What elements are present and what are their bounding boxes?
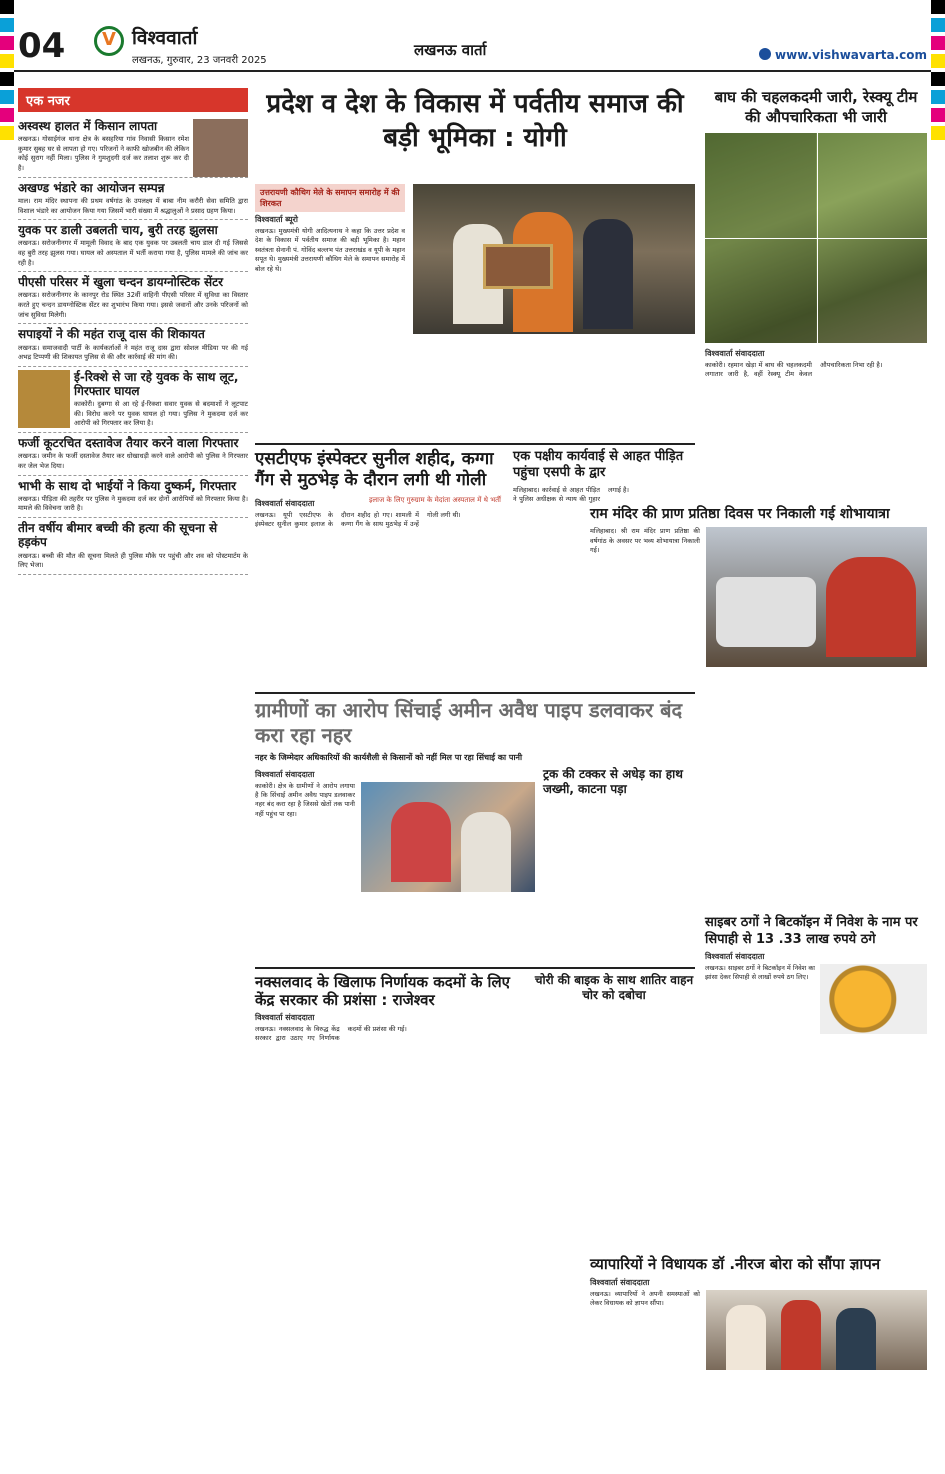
globe-icon xyxy=(759,48,771,60)
lead-body: लखनऊ। मुख्यमंत्री योगी आदित्यनाथ ने कहा कि उत्तर प्रदेश व देश के विकास में पर्वतीय समाज की बड़ी भूमिका है। महान स्वतंत्रता सेनानी पं. गोविंद बल्लभ पंत उत्तराखंड व यूपी के महान सपूत थे। मुख्यमंत्री उत्तरायणी कौथिग मेले के समापन समारोह में बोल रहे थे। xyxy=(255,227,405,273)
paper-logo-icon xyxy=(94,26,124,56)
bitcoin-icon xyxy=(820,964,927,1034)
masthead xyxy=(14,22,931,72)
lead-byline: विश्ववार्ता ब्यूरो xyxy=(255,215,298,224)
brief-text: लखनऊ। गोसाईगंज थाना क्षेत्र के बसहरिया गांव निवासी किसान रमेश कुमार सुबह घर से लापता हो गए। परिजनों ने काफी खोजबीन की लेकिन कोई सुराग नहीं मिला। पुलिस ने गुमशुदगी दर्ज कर तलाश शुरू कर दी है। xyxy=(18,135,189,173)
irrigation-photo xyxy=(361,782,535,892)
irrigation-byline: विश्ववार्ता संवाददाता xyxy=(255,769,315,779)
tiger-photo xyxy=(705,133,927,343)
brief-title: युवक पर डाली उबलती चाय, बुरी तरह झुलसा xyxy=(18,223,218,238)
cyber-body-continued xyxy=(820,1037,927,1157)
sp-complaint-body: मलिहाबाद। कार्रवाई से आहत पीड़ित ने पुलिस अधीक्षक से न्याय की गुहार लगाई है। xyxy=(513,485,629,503)
tiger-headline: बाघ की चहलकदमी जारी, रेस्क्यू टीम की औपचारिकता भी जारी xyxy=(714,88,918,126)
naxal-headline: नक्सलवाद के खिलाफ निर्णायक कदमों के लिए केंद्र सरकार की प्रशंसा : राजेश्वर xyxy=(255,972,510,1010)
stf-byline: विश्ववार्ता संवाददाता xyxy=(255,498,315,508)
brief-item xyxy=(18,220,248,272)
stf-headline: एसटीएफ इंस्पेक्टर सुनील शहीद, कग्गा गैंग से मुठभेड़ के दौरान लगी थी गोली xyxy=(255,449,494,491)
brief-title: सपाइयों ने की महंत राजू दास की शिकायत xyxy=(18,327,205,342)
brief-text: लखनऊ। सरोजनीनगर में मामूली विवाद के बाद एक युवक पर उबलती चाय डाल दी गई जिससे वह बुरी तरह झुलस गया। घायल को अस्पताल में भर्ती कराया गया है, पुलिस मामले की जांच कर रही है। xyxy=(18,239,248,267)
lead-kicker: उत्तरायणी कौथिग मेले के समापन समारोह में की शिरकत xyxy=(255,184,405,212)
brief-photo xyxy=(193,119,248,177)
traders-byline: विश्ववार्ता संवाददाता xyxy=(590,1277,650,1287)
brief-item xyxy=(18,476,248,518)
tiger-body: काकोरी। रहमान खेड़ा में बाघ की चहलकदमी लगातार जारी है, वहीं रेस्क्यू टीम केवल औपचारिकता निभा रही है। xyxy=(705,361,883,379)
brief-text: माल। राम मंदिर स्थापना की प्रथम वर्षगांठ के उपलक्ष्य में बाबा नीम करौरी सेवा समिति द्वारा विशाल भंडारे का आयोजन किया गया जिसमें भारी संख्या में श्रद्धालुओं ने प्रसाद ग्रहण किया। xyxy=(18,196,248,215)
shobhayatra-body: मलिहाबाद। श्री राम मंदिर प्राण प्रतिष्ठा की वर्षगांठ के अवसर पर भव्य शोभायात्रा निकाली गई। xyxy=(590,527,700,555)
bike-thief-headline: चोरी की बाइक के साथ शातिर वाहन चोर को दबोचा xyxy=(534,972,694,1002)
dateline: लखनऊ, गुरुवार, 23 जनवरी 2025 xyxy=(132,55,267,66)
shobhayatra-story xyxy=(590,505,927,811)
shobhayatra-photo xyxy=(706,527,927,667)
sp-complaint-headline: एक पक्षीय कार्यवाई से आहत पीड़ित पहुंचा एसपी के द्वार xyxy=(513,449,684,481)
stf-story xyxy=(255,449,505,686)
brief-text: लखनऊ। पीड़िता की तहरीर पर पुलिस ने मुकदमा दर्ज कर दोनों आरोपियों को गिरफ्तार किया है। मामले की विवेचना जारी है। xyxy=(18,494,248,513)
stf-kicker: इलाज के लिए गुरुग्राम के मेदांता अस्पताल में थे भर्ती xyxy=(369,495,501,504)
brief-text: काकोरी। दुबग्गा से आ रहे ई-रिक्शा सवार युवक से बदमाशों ने लूटपाट की। विरोध करने पर युवक घायल हो गया। पुलिस ने मुकदमा दर्ज कर आरोपी को गिरफ्तार कर लिया है। xyxy=(74,400,248,428)
traders-story xyxy=(590,1255,927,1440)
ek-nazar-column xyxy=(18,88,248,1458)
traders-photo xyxy=(706,1290,927,1370)
bike-thief-body xyxy=(533,1007,695,1147)
right-column xyxy=(705,88,927,561)
website-text: www.vishwavarta.com xyxy=(775,48,927,62)
irrigation-kicker: नहर के जिम्मेदार अधिकारियों की कार्यशैली से किसानों को नहीं मिल पा रहा सिंचाई का पानी xyxy=(255,752,523,762)
truck-headline: ट्रक की टक्कर से अधेड़ का हाथ जख्मी, काटना पड़ा xyxy=(543,766,683,796)
shobhayatra-body-continued xyxy=(590,681,927,811)
brief-text: लखनऊ। बच्ची की मौत की सूचना मिलते ही पुलिस मौके पर पहुंची और शव को पोस्टमार्टम के लिए भेजा। xyxy=(18,551,248,570)
tiger-byline: विश्ववार्ता संवाददाता xyxy=(705,349,765,358)
lead-body-continued xyxy=(413,339,695,419)
brief-item xyxy=(18,116,248,178)
page-number: 04 xyxy=(18,26,66,66)
paper-name: विश्ववार्ता xyxy=(132,27,198,49)
print-marks-right xyxy=(931,0,945,1474)
brief-item xyxy=(18,518,248,575)
briefs-list xyxy=(18,116,248,575)
brief-title: अखण्ड भंडारे का आयोजन सम्पन्न xyxy=(18,180,165,195)
brief-title: फर्जी कूटरचित दस्तावेज तैयार करने वाला गिरफ्तार xyxy=(18,436,239,451)
cyber-story xyxy=(705,915,927,1164)
lead-story-text xyxy=(255,184,405,437)
irrigation-body: काकोरी। क्षेत्र के ग्रामीणों ने आरोप लगाया है कि सिंचाई अमीन अवैध पाइप डलवाकर नहर बंद करा रहा है जिससे खेतों तक पानी नहीं पहुंच पा रहा। xyxy=(255,781,355,818)
brief-item xyxy=(18,178,248,220)
cyber-headline: साइबर ठगों ने बिटकॉइन में निवेश के नाम पर सिपाही से 13 .33 लाख रुपये ठगे xyxy=(705,915,918,947)
truck-body xyxy=(543,801,695,961)
section-label: एक नजर xyxy=(18,88,248,112)
naxal-story xyxy=(255,973,525,1147)
edition-title: लखनऊ वार्ता xyxy=(414,41,487,59)
bike-thief-story xyxy=(533,973,695,1147)
brief-photo xyxy=(18,370,70,428)
cyber-byline: विश्ववार्ता संवाददाता xyxy=(705,951,765,961)
brief-title: तीन वर्षीय बीमार बच्ची की हत्या की सूचना से हड़कंप xyxy=(18,521,218,550)
brief-title: ई-रिक्शे से जा रहे युवक के साथ लूट, गिरफ्तार घायल xyxy=(74,369,239,398)
brief-item xyxy=(18,433,248,475)
traders-body: लखनऊ। व्यापारियों ने अपनी समस्याओं को लेकर विधायक को ज्ञापन सौंपा। xyxy=(590,1289,700,1307)
irrigation-headline: ग्रामीणों का आरोप सिंचाई अमीन अवैध पाइप डलवाकर बंद करा रहा नहर xyxy=(255,697,683,747)
brief-text: लखनऊ। समाजवादी पार्टी के कार्यकर्ताओं ने महंत राजू दास द्वारा सोशल मीडिया पर की गई अभद्र टिप्पणी की शिकायत पुलिस से की और कार्रवाई की मांग की। xyxy=(18,343,248,362)
lead-headline: प्रदेश व देश के विकास में पर्वतीय समाज की बड़ी भूमिका : योगी xyxy=(266,89,684,153)
website-link[interactable] xyxy=(759,48,927,62)
shobhayatra-headline: राम मंदिर की प्राण प्रतिष्ठा दिवस पर निकाली गई शोभायात्रा xyxy=(590,506,890,522)
naxal-byline: विश्ववार्ता संवाददाता xyxy=(255,1013,315,1022)
brief-title: अस्वस्थ हालत में किसान लापता xyxy=(18,119,158,133)
brief-text: लखनऊ। सरोजनीनगर के कानपुर रोड स्थित 32वीं वाहिनी पीएसी परिसर में सुविधा का विस्तार करते हुए चन्दन डायग्नोस्टिक सेंटर का शुभारंभ किया गया। इससे जवानों और उनके परिजनों को जांच सुविधा मिलेगी। xyxy=(18,291,248,319)
brief-text: लखनऊ। जमीन के फर्जी दस्तावेज तैयार कर धोखाधड़ी करने वाले आरोपी को पुलिस ने गिरफ्तार कर जेल भेज दिया। xyxy=(18,452,248,470)
brief-title: भाभी के साथ दो भाईयों ने किया दुष्कर्म, गिरफ्तार xyxy=(18,478,237,493)
lead-photo xyxy=(413,184,695,334)
naxal-body: लखनऊ। नक्सलवाद के विरुद्ध केंद्र सरकार द्वारा उठाए गए निर्णायक कदमों की प्रशंसा की गई। xyxy=(255,1025,407,1043)
traders-headline: व्यापारियों ने विधायक डॉ .नीरज बोरा को सौंपा ज्ञापन xyxy=(590,1255,881,1273)
print-marks-left xyxy=(0,0,14,1474)
brief-item xyxy=(18,324,248,366)
brief-item xyxy=(18,272,248,324)
brief-item xyxy=(18,367,248,433)
brief-title: पीएसी परिसर में खुला चन्दन डायग्नोस्टिक सेंटर xyxy=(18,275,224,290)
stf-body: लखनऊ। यूपी एसटीएफ के इंस्पेक्टर सुनील कुमार इलाज के दौरान शहीद हो गए। शामली में कग्गा गैंग के साथ मुठभेड़ में उन्हें गोली लगी थी। xyxy=(255,510,461,528)
cyber-body: लखनऊ। साइबर ठगों ने बिटकॉइन में निवेश का झांसा देकर सिपाही से लाखों रुपये ठग लिए। xyxy=(705,963,815,982)
